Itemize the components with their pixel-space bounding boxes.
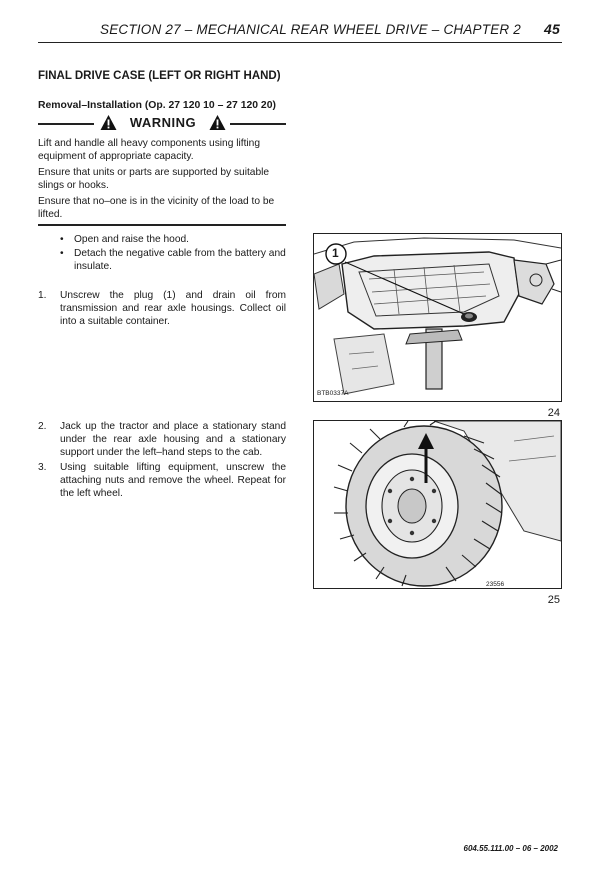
warning-line: Ensure that no–one is in the vicinity of the load to be lifted.: [38, 196, 275, 220]
step-number: 2.: [38, 421, 47, 432]
warning-line: Lift and handle all heavy components using lifting equipment of appropriate capacity.: [38, 138, 261, 162]
section-title: SECTION 27 – MECHANICAL REAR WHEEL DRIVE – CHAPTER 2: [100, 22, 522, 37]
step-text: Using suitable lifting equipment, unscrew the attaching nuts and remove the wheel. Repeat for the left wheel.: [60, 462, 286, 499]
step-item: [38, 420, 286, 459]
prep-bullets: [38, 233, 286, 274]
rear-wheel-illustration: [314, 421, 561, 588]
warning-text: [38, 137, 286, 224]
step-text: Jack up the tractor and place a stationary stand under the rear axle housing and a stationary support under the left–hand steps to the cab.: [60, 421, 286, 458]
warning-divider: [38, 224, 286, 226]
step-item: [38, 289, 286, 328]
page-number: 45: [544, 21, 560, 37]
procedure-title: FINAL DRIVE CASE (LEFT OR RIGHT HAND): [38, 70, 281, 82]
warning-line: Ensure that units or parts are supported by suitable slings or hooks.: [38, 167, 270, 191]
steps-group-2: [38, 420, 286, 502]
drain-plug-illustration: [314, 234, 561, 401]
warning-triangle-icon: [100, 114, 117, 131]
bullet-item: [38, 233, 286, 246]
bullet-icon: •: [60, 234, 64, 245]
bullet-text: Open and raise the hood.: [74, 234, 189, 245]
step-text: Unscrew the plug (1) and drain oil from transmission and rear axle housings. Collect oil into a suitable container.: [60, 290, 286, 327]
figure-number: 24: [547, 407, 560, 419]
procedure-subtitle: Removal–Installation (Op. 27 120 10 – 27 120 20): [38, 100, 276, 111]
page-header: [38, 22, 562, 43]
step-number: 3.: [38, 462, 47, 473]
warning-rule-left: [38, 123, 94, 125]
warning-rule-right: [230, 123, 286, 125]
document-reference: 604.55.111.00 – 06 – 2002: [463, 844, 558, 853]
figure-drain-plug: [313, 233, 562, 402]
step-number: 1.: [38, 290, 47, 301]
callout-number: 1: [332, 246, 339, 260]
bullet-icon: •: [60, 248, 64, 259]
bullet-item: [38, 247, 286, 273]
bullet-text: Detach the negative cable from the battery and insulate.: [74, 248, 286, 272]
figure-code: 23556: [486, 581, 505, 588]
figure-number: 25: [547, 594, 560, 606]
figure-rear-wheel: [313, 420, 562, 589]
warning-banner: [38, 114, 286, 132]
steps-group-1: [38, 289, 286, 330]
warning-triangle-icon: [209, 114, 226, 131]
step-item: [38, 461, 286, 500]
figure-code: BTB0337A: [317, 390, 349, 397]
warning-label: WARNING: [129, 115, 197, 130]
